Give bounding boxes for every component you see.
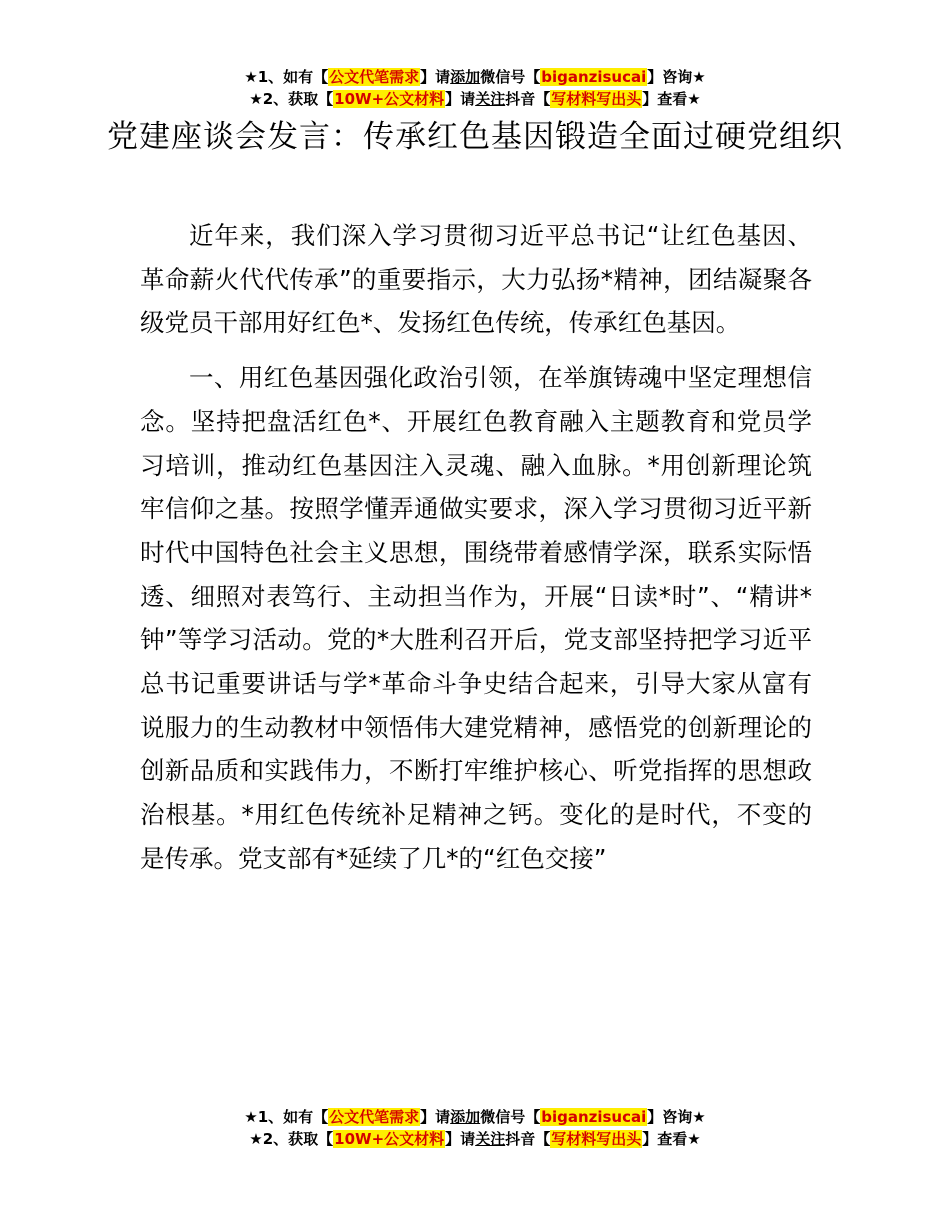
star-icon: ★ [687,90,701,108]
ad-highlight-service: 公文代笔需求 [329,1108,420,1126]
ad-text: 抖音【 [505,90,551,108]
star-icon: ★ [249,1130,263,1148]
ad-highlight-service: 公文代笔需求 [329,68,420,86]
ad-line-wechat [0,1106,950,1128]
ad-underline-follow: 关注 [475,90,506,108]
ad-highlight-douyin-name: 写材料写出头 [551,1130,642,1148]
ad-text: 2、获取【 [262,90,334,108]
ad-line-wechat [0,66,950,88]
ad-text: 】咨询 [647,1108,693,1126]
ad-text: 】请 [420,68,451,86]
ad-line-douyin [0,1128,950,1150]
ad-text: 2、获取【 [262,1130,334,1148]
ad-text: 微信号【 [480,1108,541,1126]
ad-text: 抖音【 [505,1130,551,1148]
header-ad-banner [0,66,950,110]
ad-text: 】咨询 [647,68,693,86]
ad-highlight-douyin-name: 写材料写出头 [551,90,642,108]
ad-text: 】请 [420,1108,451,1126]
ad-highlight-wechat-id: biganzisucai [541,1108,647,1126]
ad-text: 】查看 [642,90,688,108]
footer-ad-banner [0,1106,950,1150]
ad-text: 1、如有【 [257,1108,329,1126]
paragraph-intro: 近年来，我们深入学习贯彻习近平总书记“让红色基因、革命薪火代代传承”的重要指示，大力弘扬*精神，团结凝聚各级党员干部用好红色*、发扬红色传统，传承红色基因。 [140,221,812,338]
star-icon: ★ [692,68,706,86]
document-body [140,214,812,892]
ad-line-douyin [0,88,950,110]
ad-underline-follow: 关注 [475,1130,506,1148]
star-icon: ★ [244,68,258,86]
star-icon: ★ [244,1108,258,1126]
document-title: 党建座谈会发言：传承红色基因锻造全面过硬党组织 [107,119,843,155]
star-icon: ★ [249,90,263,108]
ad-underline-add: 添加 [450,1108,481,1126]
star-icon: ★ [687,1130,701,1148]
star-icon: ★ [692,1108,706,1126]
ad-text: 微信号【 [480,68,541,86]
ad-text: 】请 [445,1130,476,1148]
ad-highlight-materials: 10W+公文材料 [334,90,445,108]
ad-text: 】请 [445,90,476,108]
ad-underline-add: 添加 [450,68,481,86]
ad-highlight-materials: 10W+公文材料 [334,1130,445,1148]
ad-text: 】查看 [642,1130,688,1148]
paragraph-section-one: 一、用红色基因强化政治引领，在举旗铸魂中坚定理想信念。坚持把盘活红色*、开展红色教育融入主题教育和党员学习培训，推动红色基因注入灵魂、融入血脉。*用创新理论筑牢信仰之基。按照学懂弄通做实要求，深入学习贯彻习近平新时代中国特色社会主义思想，围绕带着感情学深，联系实际悟透、细照对表笃行、主动担当作为，开展“日读*时”、“精讲*钟”等学习活动。党的*大胜利召开后，党支部坚持把学习近平总书记重要讲话与学*革命斗争史结合起来，引导大家从富有说服力的生动教材中领悟伟大建党精神，感悟党的创新理论的创新品质和实践伟力，不断打牢维护核心、听党指挥的思想政治根基。*用红色传统补足精神之钙。变化的是时代，不变的是传承。党支部有*延续了几*的“红色交接” [140,363,812,873]
ad-highlight-wechat-id: biganzisucai [541,68,647,86]
ad-text: 1、如有【 [257,68,329,86]
